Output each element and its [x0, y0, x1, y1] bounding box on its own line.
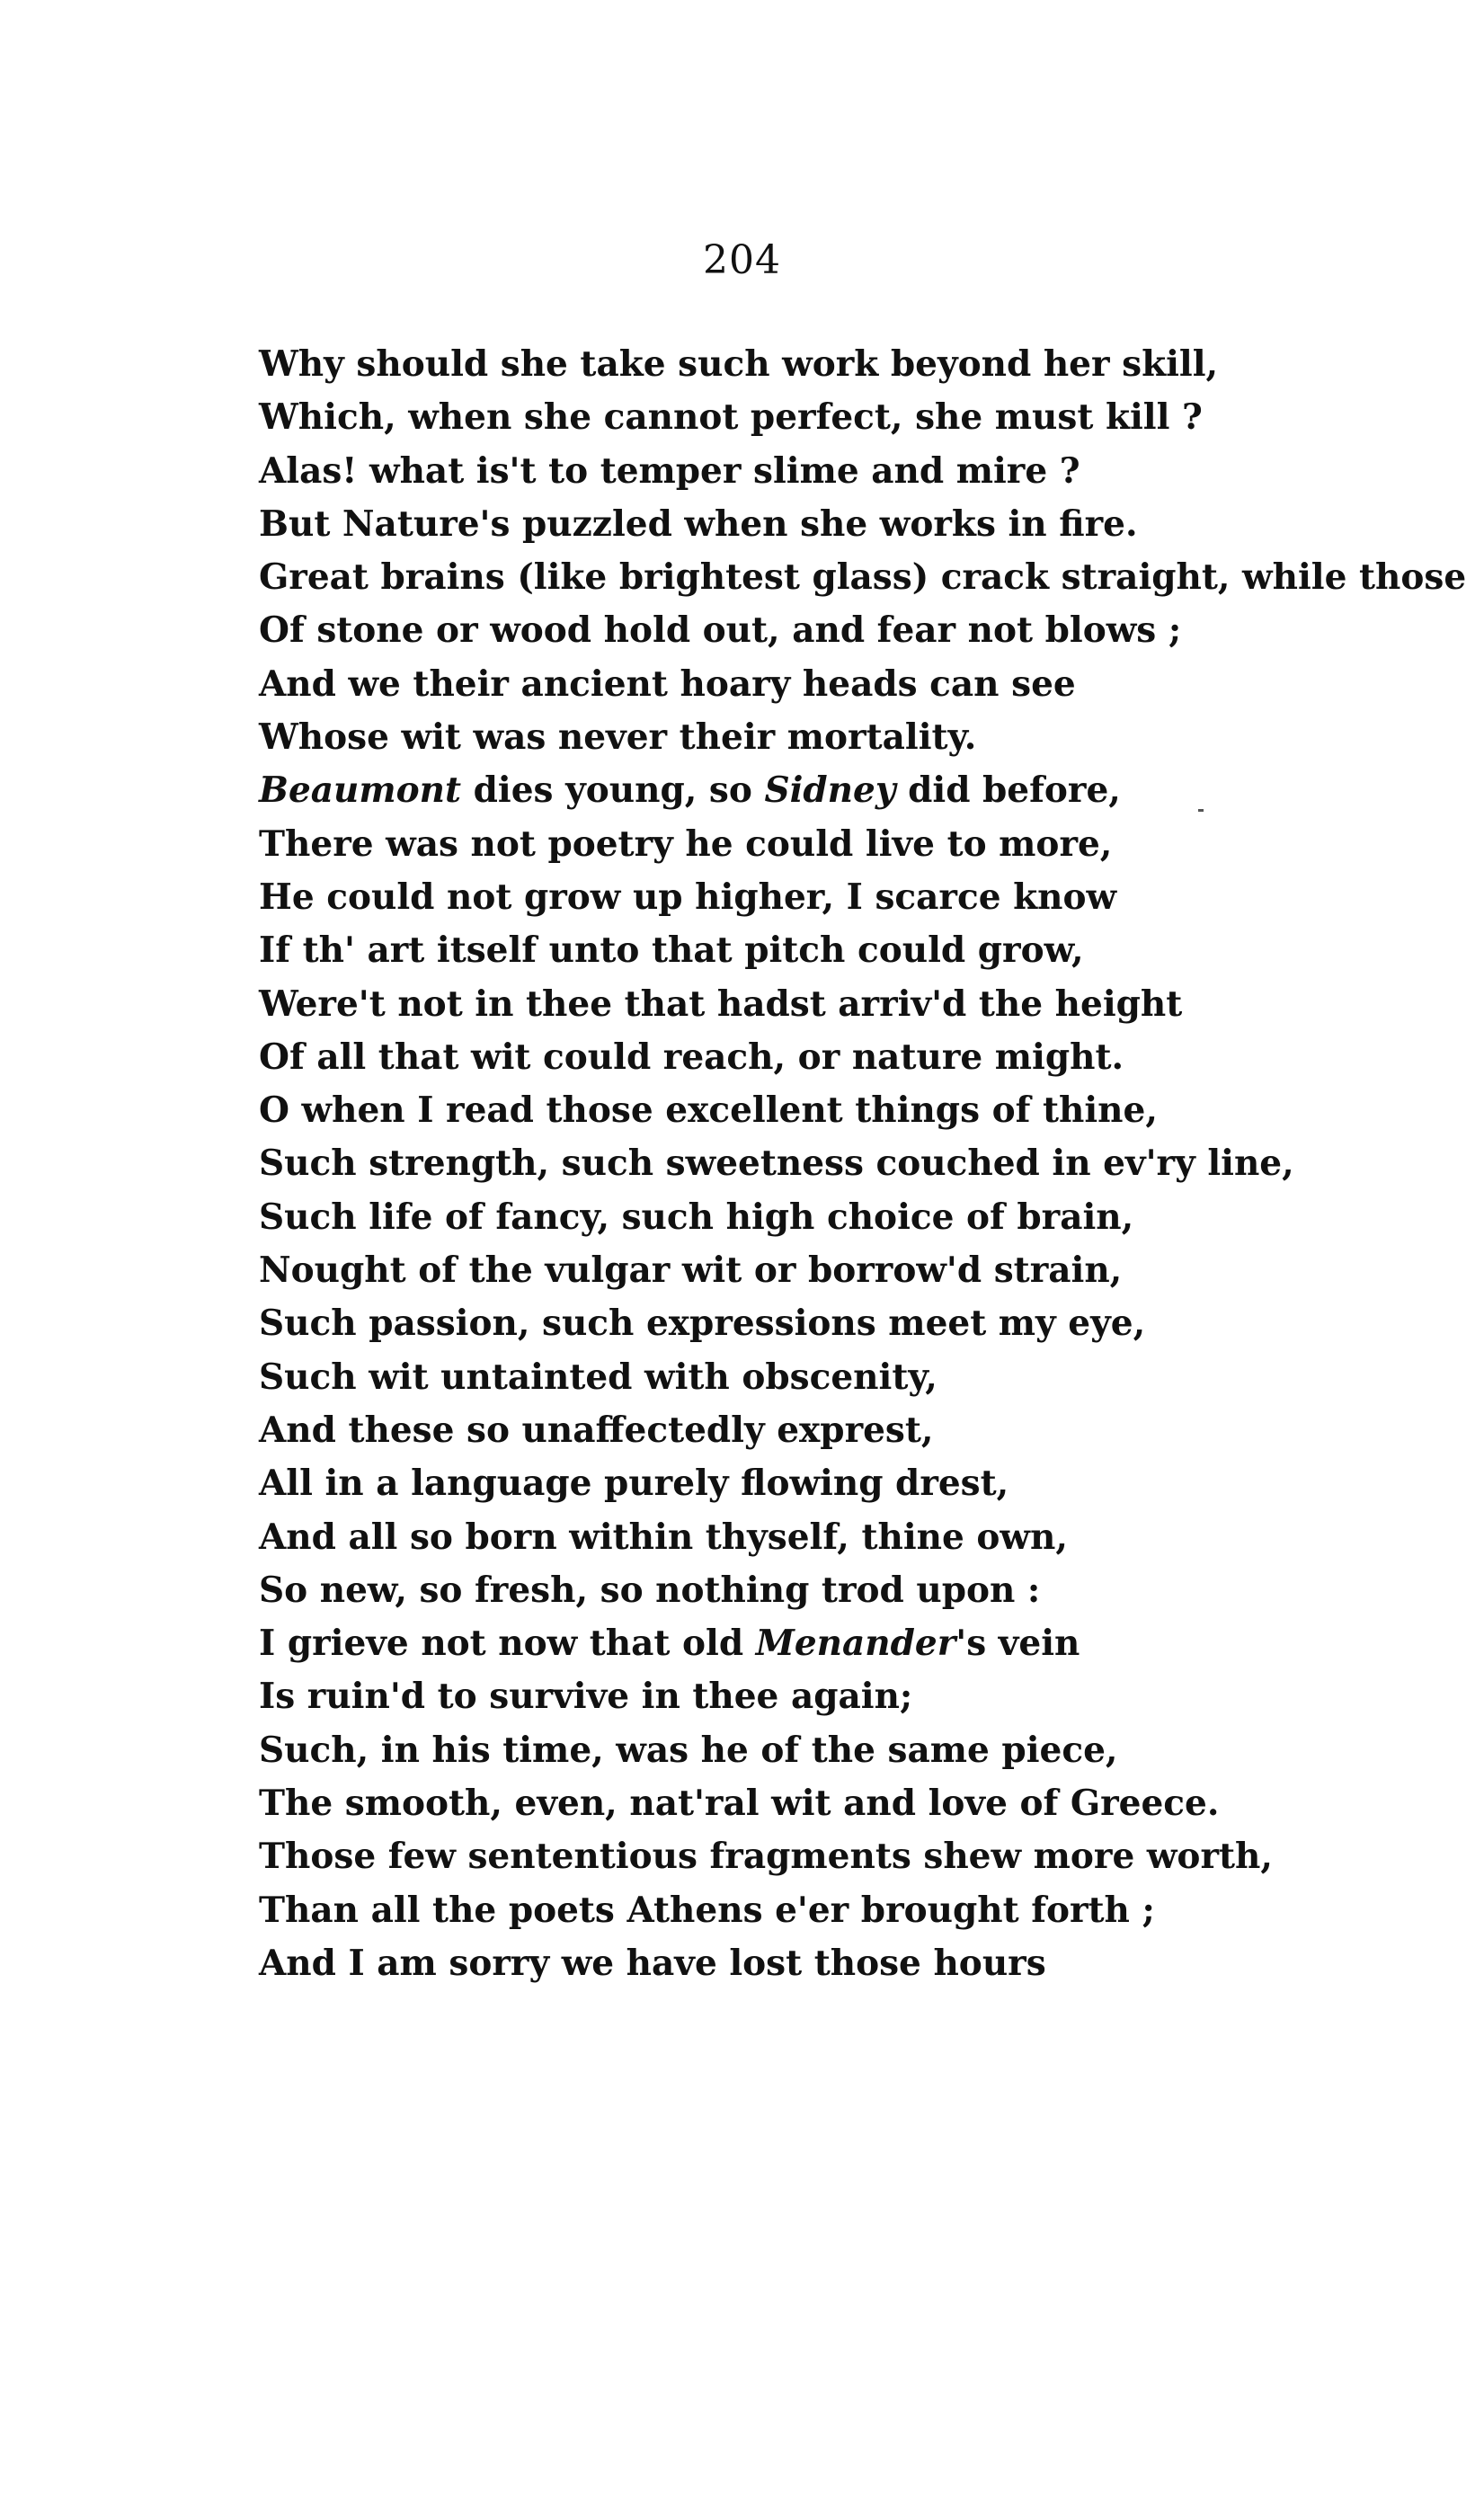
poem-line: Is ruin'd to survive in thee again;	[259, 1676, 913, 1718]
poem-line: Of stone or wood hold out, and fear not blows ;	[259, 609, 1182, 652]
poem-line: Alas! what is't to temper slime and mire ?	[259, 449, 1080, 492]
poem-line: Nought of the vulgar wit or borrow'd strain,	[259, 1250, 1123, 1292]
poem-line	[259, 1617, 1427, 1670]
poem-line-segment: dies young, so	[461, 769, 765, 812]
poem-line: He could not grow up higher, I scarce know	[259, 876, 1117, 918]
poem-line: And we their ancient hoary heads can see	[259, 663, 1076, 705]
poem-line: So new, so fresh, so nothing trod upon :	[259, 1569, 1041, 1611]
poem-line: And all so born within thyself, thine own,	[259, 1516, 1068, 1558]
poem-line: O when I read those excellent things of thine,	[259, 1089, 1158, 1132]
poem-line: Were't not in thee that hadst arriv'd the height	[259, 983, 1183, 1025]
poem-line: And these so unaffectedly exprest,	[259, 1409, 934, 1451]
poem-line: Such wit untainted with obscenity,	[259, 1356, 937, 1398]
poem-line: Such passion, such expressions meet my eye,	[259, 1303, 1146, 1345]
poem-line: Which, when she cannot perfect, she must kill ?	[259, 396, 1203, 439]
poem-text	[259, 338, 1467, 1990]
poem-line-segment: I grieve not now that old	[259, 1623, 756, 1665]
poem-line: Why should she take such work beyond her skill,	[259, 343, 1219, 385]
poet-name-italic: Menander	[755, 1623, 956, 1665]
page-number: 204	[703, 237, 781, 283]
poem-line: And I am sorry we have lost those hours	[259, 1942, 1046, 1984]
poem-line: Whose wit was never their mortality.	[259, 716, 977, 759]
poet-name-italic: Beaumont	[259, 769, 462, 812]
ink-speck	[1198, 809, 1204, 812]
poem-line: The smooth, even, nat'ral wit and love of Greece.	[259, 1783, 1220, 1825]
poem-line: Than all the poets Athens e'er brought forth ;	[259, 1889, 1155, 1931]
poem-line: If th' art itself unto that pitch could grow,	[259, 929, 1084, 972]
poem-line: Such strength, such sweetness couched in ev'ry line,	[259, 1143, 1294, 1185]
poem-line-segment: did before,	[895, 769, 1121, 812]
poem-line: There was not poetry he could live to more,	[259, 823, 1113, 865]
poem-line-segment: 's vein	[955, 1623, 1080, 1665]
poem-line: All in a language purely flowing drest,	[259, 1463, 1009, 1505]
poet-name-italic: Sidney	[764, 769, 896, 812]
poem-line: Such life of fancy, such high choice of brain,	[259, 1196, 1134, 1238]
poem-line: Of all that wit could reach, or nature might.	[259, 1036, 1124, 1078]
poem-line	[259, 764, 1427, 817]
poem-line: But Nature's puzzled when she works in fire.	[259, 502, 1138, 545]
poem-line: Great brains (like brightest glass) crack straight, while those	[259, 556, 1467, 599]
poem-line: Those few sententious fragments shew more worth,	[259, 1836, 1273, 1878]
poem-line: Such, in his time, was he of the same piece,	[259, 1729, 1118, 1771]
